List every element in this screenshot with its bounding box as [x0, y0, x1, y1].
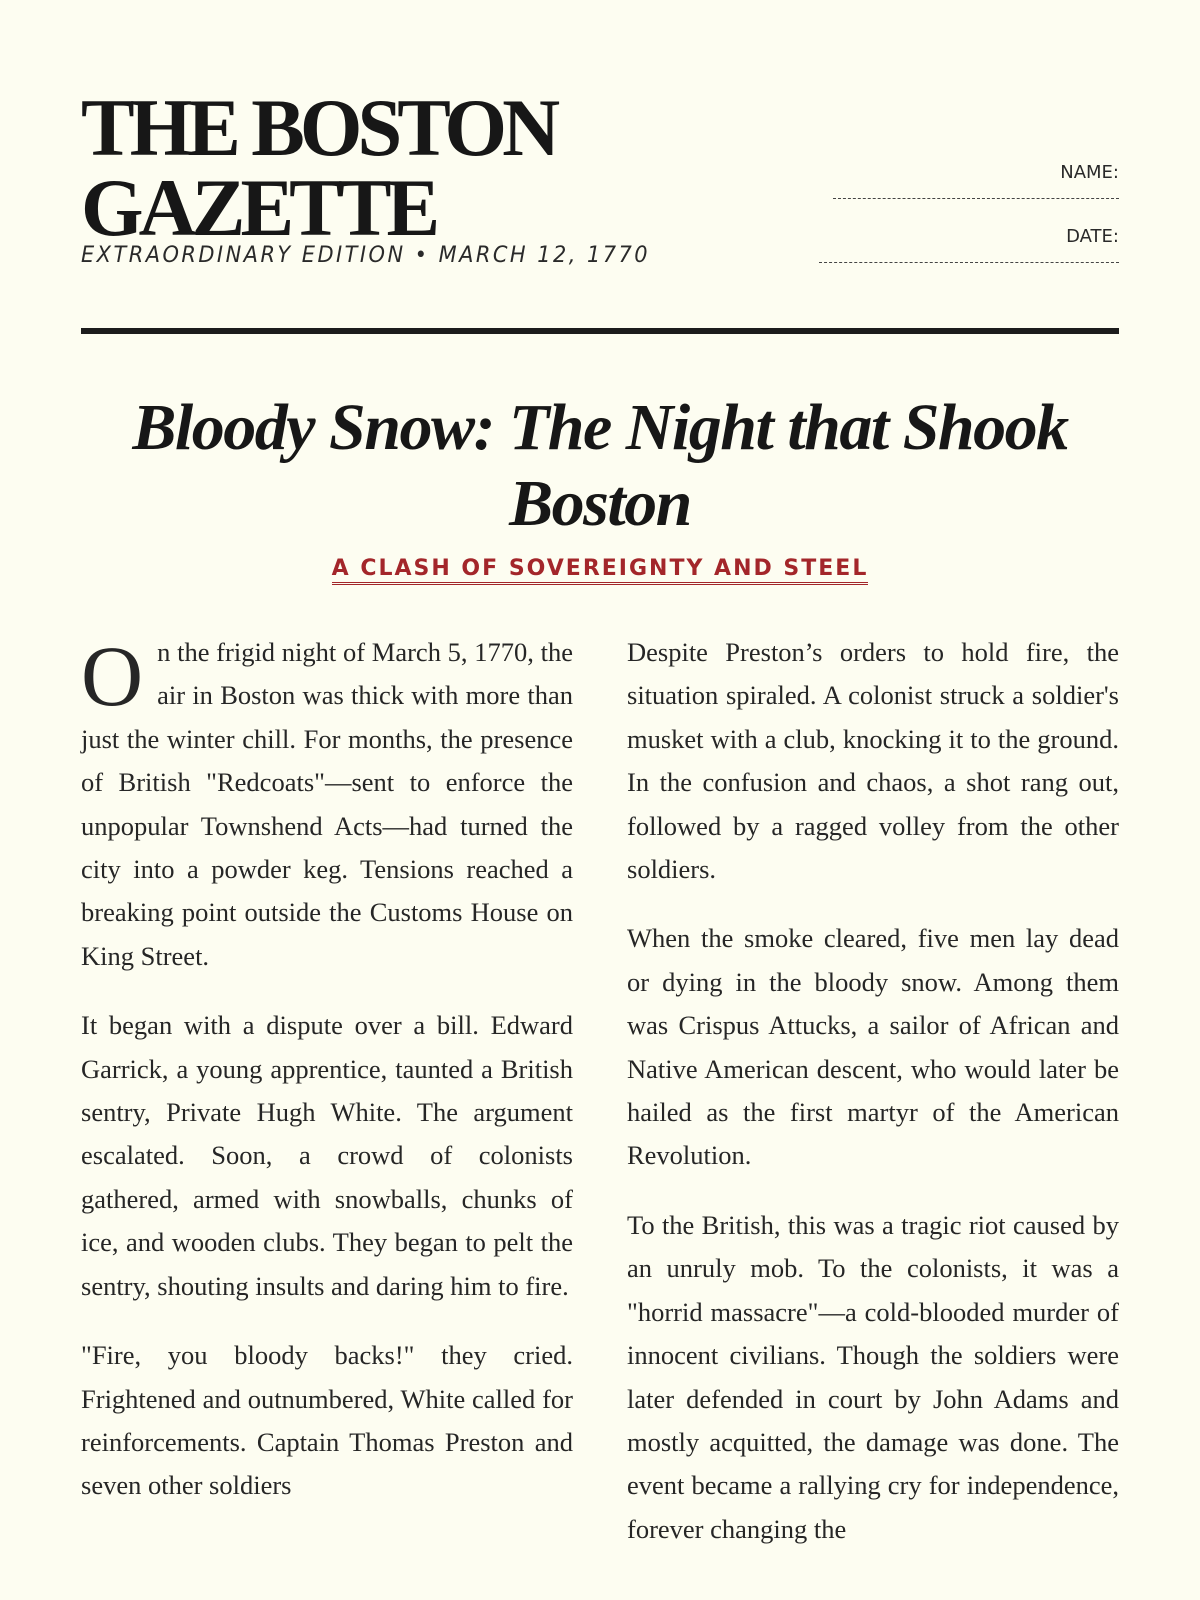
drop-cap: O — [81, 628, 144, 724]
paragraph: Despite Preston’s orders to hold fire, the situation spiraled. A colonist struck a soldier's musket with a club, knocking it to the ground. In the confusion and chaos, a shot rang out, followed by a ragged volley from the other soldiers. — [627, 637, 1119, 885]
date-label: DATE: — [1066, 226, 1119, 247]
date-field[interactable] — [819, 262, 1119, 263]
article-headline: Bloody Snow: The Night that Shook Boston — [132, 391, 1068, 540]
article-subheadline: A CLASH OF SOVEREIGNTY AND STEEL — [332, 556, 869, 585]
masthead — [81, 0, 1119, 290]
paragraph-text: n the frigid night of March 5, 1770, the air in Boston was thick with more than just the winter chill. For months, the presence of British "Redcoats"—sent to enforce the unpopular Townshend Acts—had turned the city into a powder keg. Tensions reached a breaking point outside the Customs House on King Street. — [81, 637, 573, 971]
paragraph — [81, 628, 573, 978]
student-fields — [819, 162, 1119, 290]
name-field[interactable] — [833, 198, 1119, 199]
paragraph: To the British, this was a tragic riot caused by an unruly mob. To the colonists, it was a "horrid massacre"—a cold-blooded murder of innocent civilians. Though the soldiers were later defended in court by John Adams and mostly acquitted, the damage was done. The event became a rallying cry for independence, forever changing the — [627, 1209, 1119, 1544]
masthead-divider — [81, 328, 1119, 334]
title-line-1: THE BOSTON — [81, 82, 556, 173]
name-label: NAME: — [1060, 162, 1119, 183]
title-line-2: GAZETTE — [81, 162, 436, 253]
paragraph: When the smoke cleared, five men lay dead or dying in the bloody snow. Among them was Crispus Attucks, a sailor of African and Native American descent, who would later be hailed as the first martyr of the American Revolution. — [627, 923, 1119, 1171]
paragraph: It began with a dispute over a bill. Edward Garrick, a young apprentice, taunted a British sentry, Private Hugh White. The argument escalated. Soon, a crowd of colonists gathered, armed with snowballs, chunks of ice, and wooden clubs. They began to pelt the sentry, shouting insults and daring him to fire. — [81, 1010, 573, 1301]
paragraph: "Fire, you bloody backs!" they cried. Frightened and outnumbered, White called for reinforcements. Captain Thomas Preston and seven other soldiers — [81, 1340, 573, 1501]
newspaper-title — [81, 82, 556, 253]
article-subheadline-wrap — [81, 556, 1119, 581]
right-column — [627, 631, 1119, 1577]
left-column — [81, 628, 573, 1577]
article-body — [81, 628, 1119, 1577]
edition-line: EXTRAORDINARY EDITION • MARCH 12, 1770 — [81, 243, 651, 268]
